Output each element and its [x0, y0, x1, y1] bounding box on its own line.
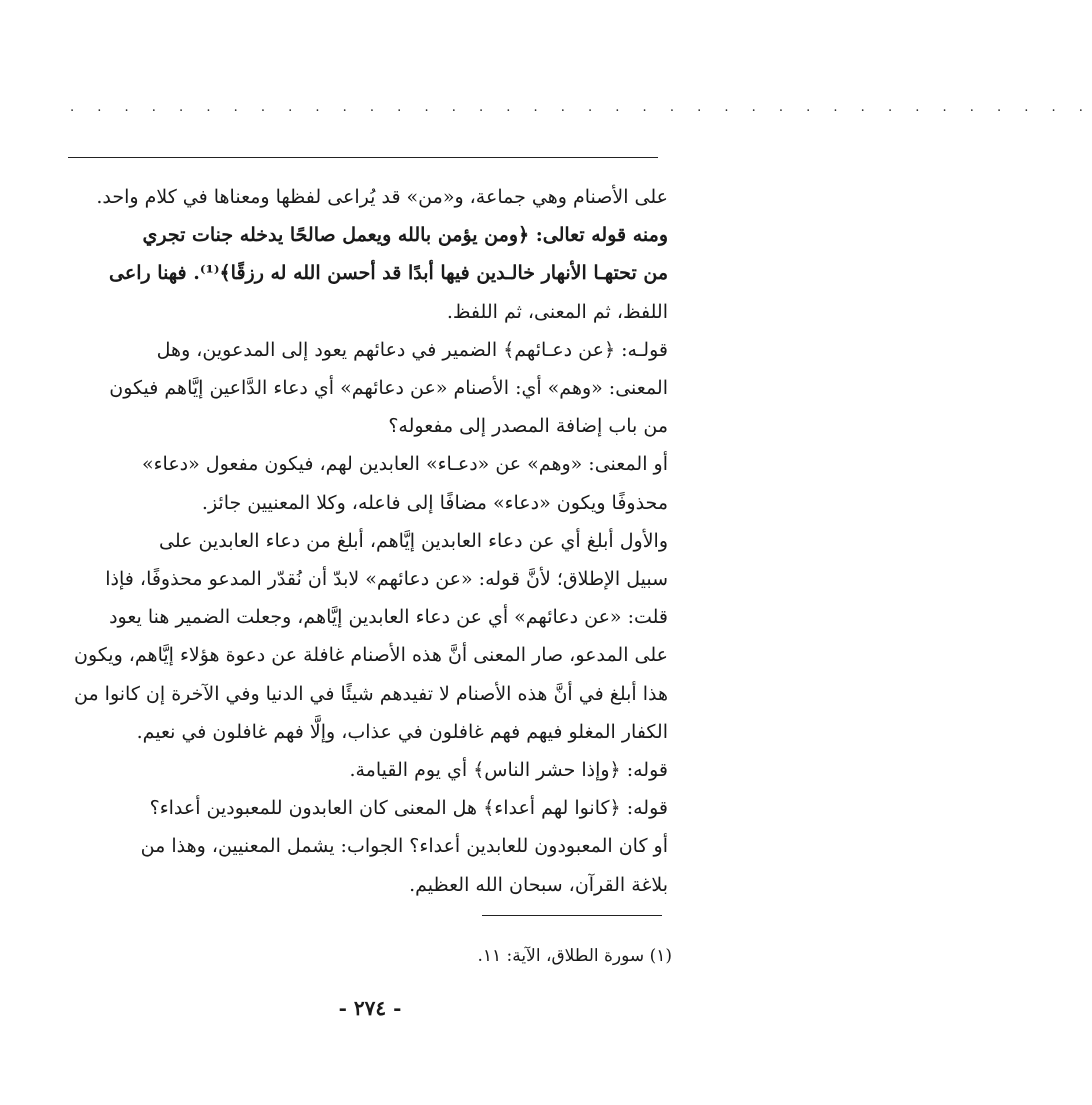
text-line-14: هذا أبلغ في أنَّ هذه الأصنام لا تفيدهم شيئًا في الدنيا وفي الآخرة إن كانوا من	[73, 682, 668, 705]
text-line-9: محذوفًا ويكون «دعاء» مضافًا إلى فاعله، وكلا المعنيين جائز.	[201, 491, 668, 514]
text-line-6: المعنى: «وهم» أي: الأصنام «عن دعائهم» أي دعاء الدَّاعين إيَّاهم فيكون	[109, 377, 668, 400]
header-dotted-line: . . . . . . . . . . . . . . . . . . . . . . . . . . . . . . . . . . . . . .	[70, 100, 1092, 115]
text-line-3: من تحتهـا الأنهار خالـدين فيها أبدًا قد أحسن الله له رزقًا﴾⁽¹⁾. فهنا راعى	[109, 262, 668, 285]
text-line-1: على الأصنام وهي جماعة، و«من» قد يُراعى لفظها ومعناها في كلام واحد.	[96, 186, 668, 208]
text-line-19: بلاغة القرآن، سبحان الله العظيم.	[409, 873, 668, 896]
text-line-8: أو المعنى: «وهم» عن «دعـاء» العابدين لهم، فيكون مفعول «دعاء»	[141, 453, 668, 476]
header-rule	[68, 157, 658, 158]
text-line-17: قوله: ﴿كانوا لهم أعداء﴾ هل المعنى كان العابدون للمعبودين أعداء؟	[149, 797, 668, 820]
text-line-7: من باب إضافة المصدر إلى مفعوله؟	[388, 415, 668, 438]
footnote: (١) سورة الطلاق، الآية: ١١.	[477, 946, 672, 966]
text-line-18: أو كان المعبودون للعابدين أعداء؟ الجواب: يشمل المعنيين، وهذا من	[140, 835, 668, 858]
footnote-rule	[482, 915, 662, 916]
text-line-12: قلت: «عن دعائهم» أي عن دعاء العابدين إيَّاهم، وجعلت الضمير هنا يعود	[109, 606, 668, 629]
page-number: - ٢٧٤ -	[338, 996, 402, 1020]
text-line-11: سبيل الإطلاق؛ لأنَّ قوله: «عن دعائهم» لابدّ أن نُقدّر المدعو محذوفًا، فإذا	[105, 568, 668, 591]
text-line-16: قوله: ﴿وإذا حشر الناس﴾ أي يوم القيامة.	[349, 759, 668, 782]
main-text	[68, 178, 668, 904]
text-line-4: اللفظ، ثم المعنى، ثم اللفظ.	[446, 300, 668, 323]
text-line-13: على المدعو، صار المعنى أنَّ هذه الأصنام غافلة عن دعوة هؤلاء إيَّاهم، ويكون	[74, 644, 668, 667]
text-line-10: والأول أبلغ أي عن دعاء العابدين إيَّاهم، أبلغ من دعاء العابدين على	[159, 529, 668, 552]
text-line-5: قولـه: ﴿عن دعـائهم﴾ الضمير في دعائهم يعود إلى المدعوين، وهل	[156, 338, 668, 361]
text-line-2: ومنه قوله تعالى: ﴿ومن يؤمن بالله ويعمل صالحًا يدخله جنات تجري	[142, 224, 668, 247]
text-line-15: الكفار المغلو فيهم فهم غافلون في عذاب، وإلَّا فهم غافلون في نعيم.	[136, 720, 668, 743]
